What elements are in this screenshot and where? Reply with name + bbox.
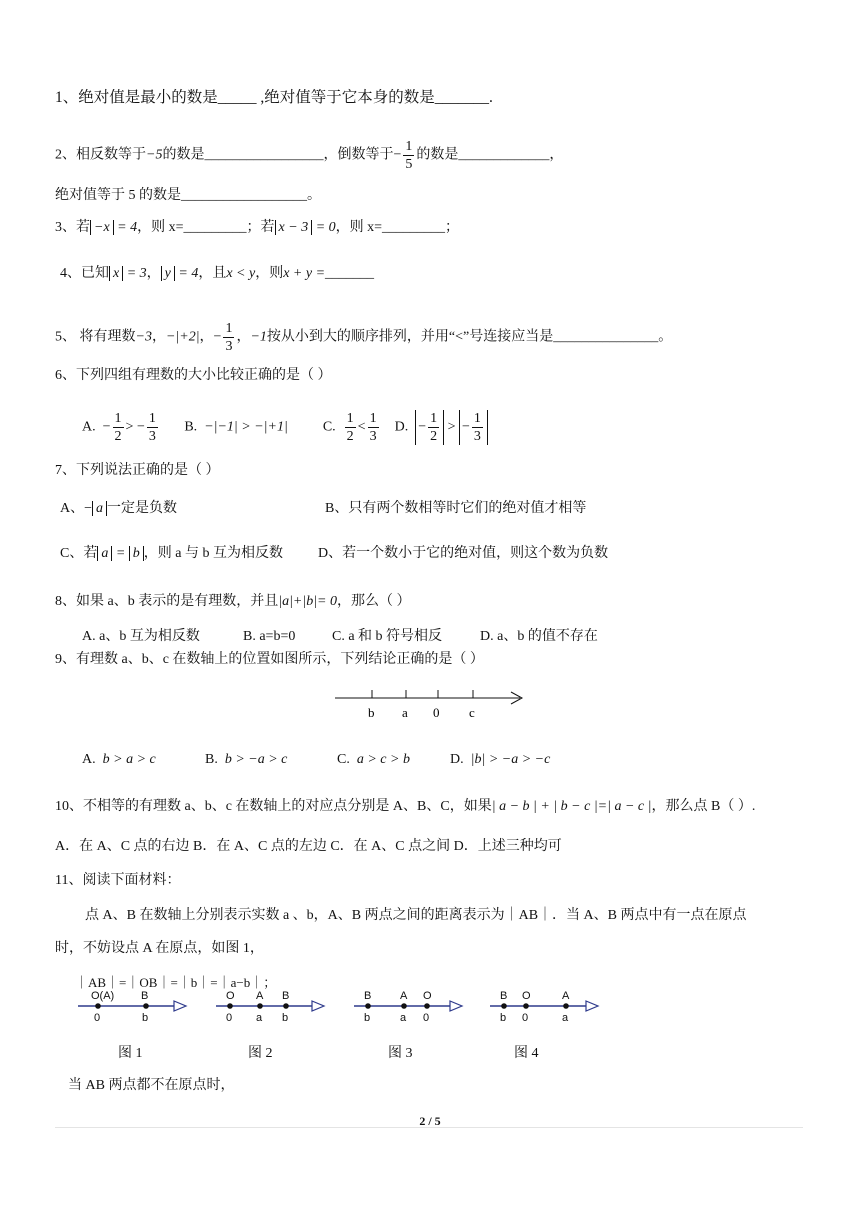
question-11-title: 11、阅读下面材料：: [55, 873, 181, 888]
question-10: [55, 797, 755, 817]
q6-d-abs-2: [459, 410, 488, 445]
figure-2-caption: 图 2: [248, 1046, 273, 1061]
q7-a-text: 一定是负数: [107, 501, 178, 516]
q4-text-c: ，且: [198, 266, 227, 281]
q6-d-gt: >: [447, 419, 456, 435]
q7-c-prefix: C、若: [60, 546, 98, 561]
fig2-value-a: a: [256, 1012, 263, 1024]
fig4-label-a: A: [562, 990, 570, 1002]
q5-text-e: 按从小到大的顺序排列，并用“<”号连接应当是_______________。: [266, 329, 673, 345]
question-7-title: 7、下列说法正确的是（ ）: [55, 463, 220, 478]
q5-text-b: ，: [151, 329, 166, 345]
q6-a-neg-1: −: [102, 419, 111, 435]
q7-c-eq: =: [112, 546, 129, 561]
q6-a-frac-2: [147, 410, 158, 445]
q6-a-gt: >: [125, 419, 134, 435]
q8-option-b: B. a=b=0: [243, 629, 296, 644]
q7-option-d: D、若一个数小于它的绝对值，则这个数为负数: [318, 546, 609, 561]
q3-text-b: ，则 x=_________；若: [137, 220, 275, 235]
q2-text-b: 的数是_________________，倒数等于: [162, 147, 394, 163]
q2-neg: −: [393, 147, 402, 163]
q4-blank: _______: [325, 266, 375, 281]
q11-paragraph-1: 点 A、B 在数轴上分别表示实数 a 、b，A、B 两点之间的距离表示为｜AB｜．当 A、B 两点中有一点在原点: [85, 908, 747, 923]
q10-options: A．在 A、C 点的右边 B．在 A、C 点的左边 C．在 A、C 点之间 D．上述三种均可: [55, 839, 562, 854]
q8-math: |a|+|b|= 0: [278, 594, 338, 609]
q4-text-a: 4、已知: [60, 266, 109, 281]
fig3-value-0: 0: [423, 1012, 430, 1024]
q2-frac-den: 5: [405, 157, 413, 172]
q6-c-frac-2-den: 3: [369, 429, 377, 444]
q10-expr: | a − b | + | b − c |=| a − c |: [491, 799, 652, 814]
q3-text-c: ，则 x=_________；: [335, 220, 460, 235]
q5-neg: −: [213, 329, 222, 345]
q6-a-frac-2-den: 3: [148, 429, 156, 444]
fig3-value-b: b: [364, 1012, 371, 1024]
question-6-options: [82, 410, 488, 445]
question-3: [55, 218, 459, 238]
fig4-value-0: 0: [522, 1012, 529, 1024]
q9-option-a: [82, 750, 156, 770]
q6-d-neg-1: −: [418, 419, 427, 435]
q6-d-frac-1: [428, 410, 439, 445]
q6-option-b-label: B.: [184, 419, 198, 435]
q8-text-b: ，那么（ ）: [337, 594, 411, 609]
q6-option-c-label: C.: [322, 419, 336, 435]
q3-eq-1: = 4: [113, 220, 138, 235]
q6-a-frac-1: [113, 410, 124, 445]
q7-c-abs-b: b: [129, 546, 144, 561]
q4-abs-x: x: [109, 266, 123, 281]
q2-text-a: 2、相反数等于: [55, 147, 146, 163]
question-9-title: 9、有理数 a、b、c 在数轴上的位置如图所示，下列结论正确的是（ ）: [55, 652, 484, 667]
q5-text-a: 5、 将有理数: [55, 329, 136, 345]
q2-text-c: 的数是_____________，: [416, 147, 564, 163]
q9-a-label: A.: [82, 752, 96, 767]
question-2: [55, 138, 563, 173]
q6-d-frac-2-num: 1: [473, 411, 481, 426]
q4-sum: x + y =: [283, 266, 326, 281]
q6-d-frac-2: [472, 410, 483, 445]
q9-a-expr: b > a > c: [102, 752, 156, 767]
q9-b-expr: b > −a > c: [224, 752, 288, 767]
q10-text-b: ，那么点 B（ ）.: [651, 799, 756, 814]
q6-d-frac-2-den: 3: [473, 429, 481, 444]
q5-text-c: ，: [199, 329, 214, 345]
q9-d-label: D.: [450, 752, 464, 767]
q6-a-neg-2: −: [136, 419, 145, 435]
q6-a-frac-1-den: 2: [114, 429, 122, 444]
fig1-value-b: b: [142, 1012, 149, 1024]
fig2-value-0: 0: [226, 1012, 233, 1024]
fig3-label-o: O: [423, 990, 432, 1002]
q2-math-1: −5: [146, 147, 163, 163]
q5-math-2: −|+2|: [165, 329, 200, 345]
q5-text-d: ，: [236, 329, 251, 345]
q9-option-d: [450, 750, 550, 770]
fig4-value-b: b: [500, 1012, 507, 1024]
q4-abs-y: y: [161, 266, 175, 281]
q6-d-neg-2: −: [462, 419, 470, 435]
q6-c-lt: <: [357, 419, 366, 435]
q6-c-frac-2: [368, 410, 379, 445]
q9-label-0: 0: [433, 705, 440, 720]
q3-eq-2: = 0: [312, 220, 336, 235]
q6-d-abs-1: [415, 410, 444, 445]
q6-option-d-label: D.: [394, 419, 409, 435]
fig2-label-o: O: [226, 990, 235, 1002]
q9-label-c: c: [469, 705, 475, 720]
q8-text-a: 8、如果 a、b 表示的是有理数，并且: [55, 594, 279, 609]
q3-text-a: 3、若: [55, 220, 90, 235]
q7-option-a: [60, 499, 177, 519]
q6-a-frac-1-num: 1: [114, 411, 122, 426]
q9-label-b: b: [368, 705, 375, 720]
q6-c-frac-1-num: 1: [346, 411, 354, 426]
question-6-title: 6、下列四组有理数的大小比较正确的是（ ）: [55, 368, 332, 383]
q5-frac-den: 3: [225, 339, 233, 354]
q7-c-text: ，则 a 与 b 互为相反数: [143, 546, 284, 561]
question-8-title: [55, 592, 411, 612]
fig4-label-b: B: [500, 990, 508, 1002]
q4-ineq: x < y: [226, 266, 256, 281]
question-5: [55, 320, 672, 355]
q8-option-c: C. a 和 b 符号相反: [332, 629, 443, 644]
fig4-value-a: a: [562, 1012, 569, 1024]
q5-math-1: −3: [135, 329, 152, 345]
figure-2-number-line: [212, 986, 328, 1026]
q9-label-a: a: [402, 705, 408, 720]
q5-math-3: −1: [250, 329, 267, 345]
q4-eq-2: = 4: [174, 266, 199, 281]
q4-text-b: ，: [146, 266, 161, 281]
fig1-label-b: B: [141, 990, 149, 1002]
q6-c-frac-2-num: 1: [369, 411, 377, 426]
q9-option-b: [205, 750, 287, 770]
q2-frac-num: 1: [405, 139, 413, 154]
q6-option-a-label: A.: [82, 419, 96, 435]
q3-abs-2: x − 3: [275, 220, 313, 235]
fig2-value-b: b: [282, 1012, 289, 1024]
fig4-label-o: O: [522, 990, 531, 1002]
figure-3-number-line: [350, 986, 466, 1026]
q6-c-frac-1-den: 2: [346, 429, 354, 444]
figure-1-caption: 图 1: [118, 1046, 143, 1061]
q7-c-abs-a: a: [97, 546, 112, 561]
q6-a-frac-2-num: 1: [148, 411, 156, 426]
fig3-value-a: a: [400, 1012, 407, 1024]
question-1: 1、绝对值是最小的数是_____ ,绝对值等于它本身的数是_______.: [55, 89, 493, 106]
q6-d-frac-1-den: 2: [430, 429, 438, 444]
q9-c-expr: a > c > b: [356, 752, 410, 767]
q8-option-d: D. a、b 的值不存在: [480, 629, 598, 644]
q9-c-label: C.: [337, 752, 350, 767]
q6-d-frac-1-num: 1: [430, 411, 438, 426]
figure-4-caption: 图 4: [514, 1046, 539, 1061]
figure-3-caption: 图 3: [388, 1046, 413, 1061]
q2-fraction: [403, 138, 414, 173]
q11-paragraph-2: 时，不妨设点 A 在原点，如图 1，: [55, 941, 264, 956]
q9-b-label: B.: [205, 752, 218, 767]
question-2-line-2: 绝对值等于 5 的数是__________________。: [55, 188, 321, 203]
fig2-label-b: B: [282, 990, 290, 1002]
q6-b-expr: −|−1| > −|+1|: [204, 419, 288, 435]
q10-text-a: 10、不相等的有理数 a、b、c 在数轴上的对应点分别是 A、B、C，如果: [55, 799, 492, 814]
q11-paragraph-3: 当 AB 两点都不在原点时，: [68, 1078, 235, 1093]
q8-option-a: A. a、b 互为相反数: [82, 629, 200, 644]
q5-frac-num: 1: [225, 321, 233, 336]
fig1-value-0: 0: [94, 1012, 101, 1024]
q4-eq-1: = 3: [123, 266, 147, 281]
q5-fraction: [223, 320, 234, 355]
fig3-label-b: B: [364, 990, 372, 1002]
q7-option-b: B、只有两个数相等时它们的绝对值才相等: [325, 501, 587, 516]
page-number: 2 / 5: [419, 1114, 441, 1128]
q7-a-prefix: A、: [60, 501, 85, 516]
q7-option-c: [60, 544, 283, 564]
fig3-label-a: A: [400, 990, 408, 1002]
figure-4-number-line: [486, 986, 602, 1026]
footer-divider: [55, 1127, 803, 1128]
q9-option-c: [337, 750, 410, 770]
q11-formula: ｜AB｜=｜OB｜=｜b｜=｜a−b｜；: [75, 975, 277, 990]
q7-a-neg: −: [84, 501, 93, 516]
q3-abs-1: −x: [90, 220, 114, 235]
question-4: [60, 264, 374, 284]
fig1-label-oa: O(A): [91, 990, 115, 1002]
q6-c-frac-1: [345, 410, 356, 445]
figure-1-number-line: [74, 986, 190, 1026]
q9-d-expr: |b| > −a > −c: [470, 752, 551, 767]
fig2-label-a: A: [256, 990, 264, 1002]
q4-text-d: ，则: [255, 266, 284, 281]
q7-a-abs: a: [92, 501, 107, 516]
q9-number-line: [330, 686, 530, 722]
